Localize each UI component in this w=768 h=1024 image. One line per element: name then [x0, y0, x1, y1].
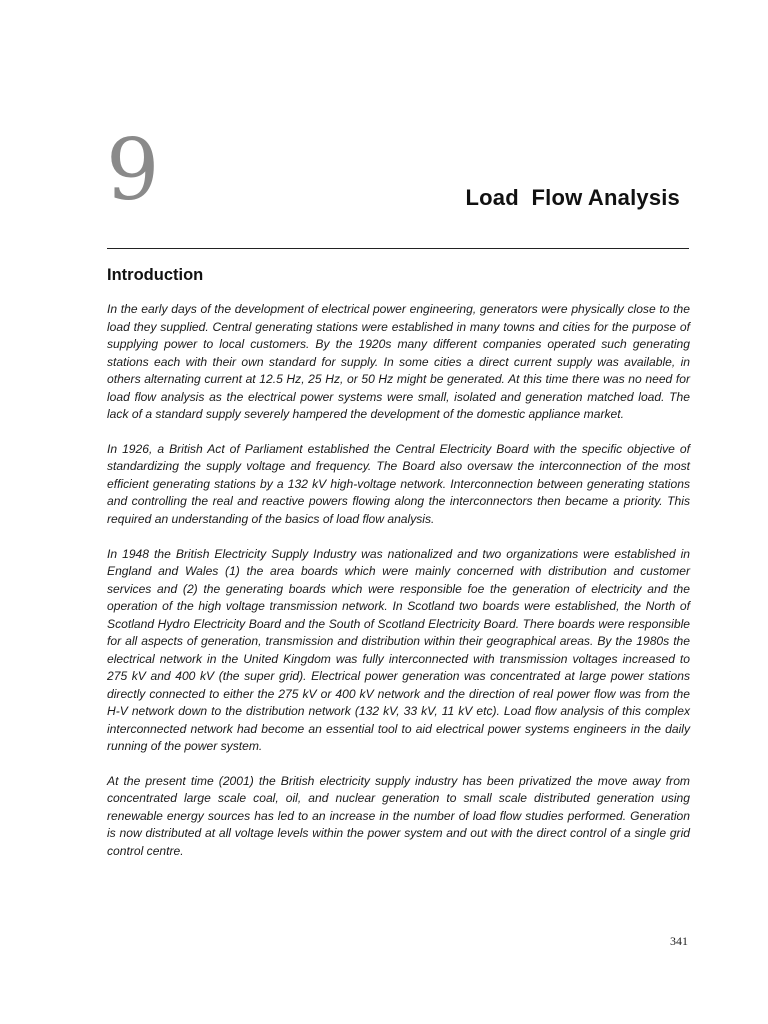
paragraph-1: In the early days of the development of electrical power engineering, generators were physically close to the load they supplied. Central generating stations were established in many towns and cities for the purpose of supplying power to local customers. By the 1920s many different companies operated such generating stations each with their own standard for supply. In some cities a direct current supply was available, in others alternating current at 12.5 Hz, 25 Hz, or 50 Hz might be generated. At this time there was no need for load flow analysis as the electrical power systems were small, isolated and generation matched load. The lack of a standard supply severely hampered the development of the domestic appliance market.: [107, 302, 690, 421]
paragraph-4: At the present time (2001) the British electricity supply industry has been privatized the move away from concentrated large scale coal, oil, and nuclear generation to small scale distributed generation using renewable energy sources has led to an increase in the number of load flow studies performed. Generation is now distributed at all voltage levels within the power system and out with the direct control of a single grid control centre.: [107, 773, 690, 858]
title-divider: [107, 248, 689, 249]
chapter-title: Load Flow Analysis: [465, 185, 680, 210]
paragraph-3: In 1948 the British Electricity Supply Industry was nationalized and two organizations were established in England and Wales (1) the area boards which were mainly concerned with distribution and customer services and (2) the generating boards which were responsible foe the generation of electricity and the operation of the high voltage transmission network. In Scotland two boards were established, the North of Scotland Hydro Electricity Board and the South of Scotland Electricity Board. There boards were responsible for all aspects of generation, transmission and distribution within their geographical areas. By the 1980s the electrical network in the United Kingdom was fully interconnected with transmission voltages increased to 275 kV and 400 kV (the super grid). Electrical power generation was concentrated at large power stations directly connected to either the 275 kV or 400 kV network and the direction of real power flow was from the H-V network down to the distribution network (132 kV, 33 kV, 11 kV etc). Load flow analysis of this complex interconnected network had become an essential tool to aid electrical power systems engineers in the daily running of the power system.: [107, 546, 690, 754]
chapter-number: 9: [106, 121, 160, 219]
body-text: [107, 301, 690, 878]
page-number: 341: [670, 934, 688, 948]
section-heading: Introduction: [107, 266, 204, 284]
paragraph-2: In 1926, a British Act of Parliament established the Central Electricity Board with the specific objective of standardizing the supply voltage and frequency. The Board also oversaw the interconnection of the most efficient generating stations by a 132 kV high-voltage network. Interconnection between generating stations and controlling the real and reactive powers flowing along the interconnectors then became a priority. This required an understanding of the basics of load flow analysis.: [107, 441, 690, 526]
